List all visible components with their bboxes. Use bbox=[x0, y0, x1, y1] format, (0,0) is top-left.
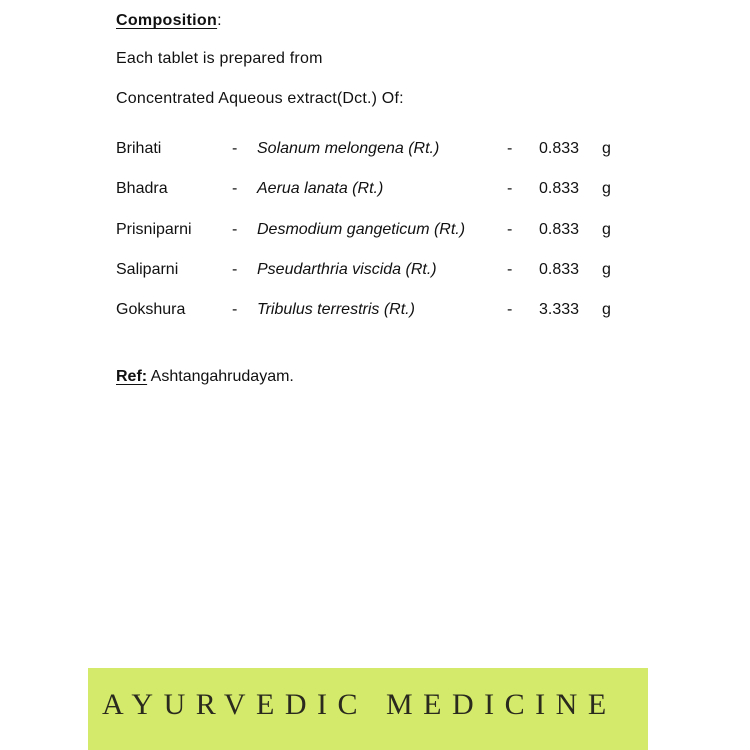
ayurvedic-medicine-banner bbox=[88, 668, 648, 750]
ingredient-row bbox=[0, 180, 750, 204]
banner-text: AYURVEDIC MEDICINE bbox=[102, 688, 617, 721]
reference-line bbox=[116, 368, 294, 386]
ingredient-dash: - bbox=[507, 180, 513, 197]
ingredient-unit: g bbox=[602, 180, 611, 197]
ingredient-row bbox=[0, 261, 750, 285]
ingredient-name: Saliparni bbox=[116, 261, 179, 278]
ingredient-row bbox=[0, 221, 750, 245]
ingredient-botanical-name: Pseudarthria viscida (Rt.) bbox=[257, 261, 437, 278]
ingredient-name: Gokshura bbox=[116, 301, 186, 318]
ingredient-unit: g bbox=[602, 221, 611, 238]
ingredient-dash: - bbox=[507, 261, 513, 278]
ingredient-dash: - bbox=[507, 140, 513, 157]
ingredient-dash: - bbox=[232, 221, 238, 238]
ingredient-unit: g bbox=[602, 140, 611, 157]
composition-title: Composition bbox=[116, 12, 218, 29]
reference-label: Ref: bbox=[116, 368, 148, 385]
composition-colon: : bbox=[217, 12, 222, 29]
extract-line: Concentrated Aqueous extract(Dct.) Of: bbox=[116, 90, 404, 107]
ingredient-quantity: 0.833 bbox=[539, 261, 580, 278]
ingredient-quantity: 0.833 bbox=[539, 140, 580, 157]
ingredient-botanical-name: Aerua lanata (Rt.) bbox=[257, 180, 384, 197]
ingredient-botanical-name: Desmodium gangeticum (Rt.) bbox=[257, 221, 466, 238]
ingredient-dash: - bbox=[232, 301, 238, 318]
ingredient-name: Bhadra bbox=[116, 180, 168, 197]
ingredient-quantity: 0.833 bbox=[539, 221, 580, 238]
ingredient-dash: - bbox=[232, 261, 238, 278]
ingredient-name: Brihati bbox=[116, 140, 162, 157]
ingredients-list bbox=[0, 0, 750, 330]
ingredient-unit: g bbox=[602, 301, 611, 318]
ingredient-unit: g bbox=[602, 261, 611, 278]
ingredient-row bbox=[0, 301, 750, 325]
ingredient-quantity: 3.333 bbox=[539, 301, 580, 318]
preparation-line: Each tablet is prepared from bbox=[116, 50, 323, 67]
ingredient-name: Prisniparni bbox=[116, 221, 192, 238]
ingredient-dash: - bbox=[507, 221, 513, 238]
reference-text: Ashtangahrudayam. bbox=[147, 368, 294, 385]
ingredient-dash: - bbox=[232, 140, 238, 157]
ingredient-botanical-name: Tribulus terrestris (Rt.) bbox=[257, 301, 415, 318]
ingredient-dash: - bbox=[507, 301, 513, 318]
ingredient-dash: - bbox=[232, 180, 238, 197]
ingredient-botanical-name: Solanum melongena (Rt.) bbox=[257, 140, 440, 157]
ingredient-row bbox=[0, 140, 750, 164]
ingredient-quantity: 0.833 bbox=[539, 180, 580, 197]
